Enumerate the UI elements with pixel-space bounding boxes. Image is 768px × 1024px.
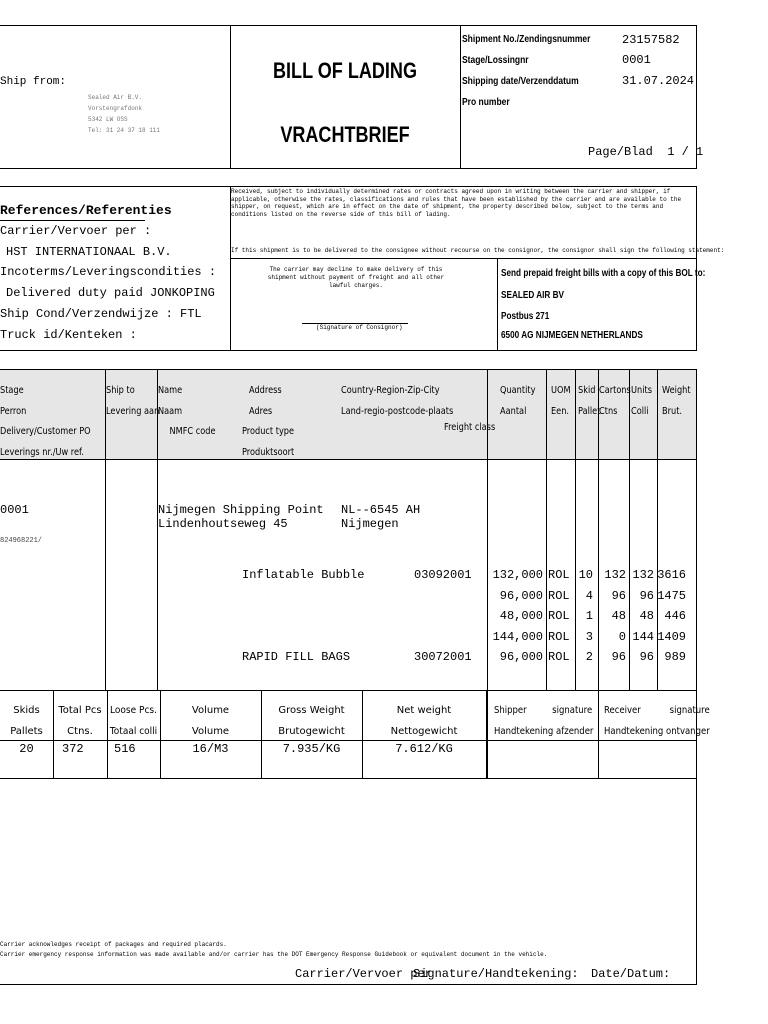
delivery-po: 824968221/ (0, 537, 43, 545)
delivery-city: Nijmegen (341, 517, 399, 531)
col-uom-header: UOM Een. (551, 385, 571, 417)
footer-date: Date/Datum: (591, 967, 671, 981)
col-skid-header: Skid Pallet (578, 385, 601, 417)
stage-label: Stage/Lossingnr (462, 55, 529, 66)
footer-signature: Signature/Handtekening: (413, 967, 579, 981)
item-code: 03092001 (414, 568, 472, 582)
totals-pcs-header: Total Pcs Ctns. (58, 705, 102, 737)
item-product: Inflatable Bubble (242, 568, 365, 582)
pro-number-label: Pro number (462, 97, 510, 108)
send-bills-line3: 6500 AG NIJMEGEN NETHERLANDS (501, 330, 643, 341)
item-weight: 989 (664, 650, 686, 664)
shipment-no-label: Shipment No./Zendingsnummer (462, 34, 591, 45)
consignee-statement: If this shipment is to be delivered to the consignee without recourse on the consignor, the consignor shall sign the following statement: (231, 247, 725, 254)
ship-from-address: Sealed Air B.V. Vorstengrafdonk 5342 LW OSS Tel: 31 24 37 18 111 (88, 94, 161, 134)
totals-gross-weight: 7.935/KG (282, 742, 341, 756)
item-quantity: 132,000 (492, 568, 543, 582)
shipper-signature-header: Shipper signature Handtekening afzender (494, 705, 594, 737)
item-skid: 4 (585, 588, 593, 603)
item-units: 96 (639, 588, 654, 603)
item-weight: 1475 (657, 588, 686, 603)
col-freight-class-header: Freight class (444, 422, 496, 433)
item-units: 48 (639, 609, 654, 623)
delivery-name: Nijmegen Shipping Point (158, 503, 324, 517)
item-cartons: 132 (604, 568, 626, 582)
incoterms-value: Delivered duty paid JONKOPING (6, 286, 215, 300)
decline-statement: The carrier may decline to make delivery of this shipment without payment of freight and all other lawful charges. (267, 266, 445, 289)
title-vrachtbrief: VRACHTBRIEF (280, 122, 410, 147)
item-quantity: 144,000 (492, 629, 543, 644)
item-units: 144 (632, 629, 654, 644)
totals-skids-header: Skids Pallets (10, 705, 43, 737)
ship-from-label: Ship from: (0, 76, 67, 88)
footer-carrier: Carrier/Vervoer per (295, 967, 432, 981)
col-stage-header: Stage Perron Delivery/Customer PO Leverings nr./Uw ref. (0, 385, 91, 458)
totals-loose-header: Loose Pcs. Totaal colli (109, 705, 158, 737)
item-quantity: 96,000 (499, 650, 543, 664)
title-bill-of-lading: BILL OF LADING (273, 58, 417, 83)
col-cartons-header: Cartons Ctns (599, 385, 631, 417)
carrier-value: HST INTERNATIONAAL B.V. (6, 245, 172, 259)
totals-skids: 20 (19, 742, 34, 756)
truck-id: Truck id/Kenteken : (0, 328, 137, 342)
item-uom: ROL (548, 629, 570, 644)
item-uom: ROL (548, 568, 570, 582)
totals-net-weight: 7.612/KG (395, 742, 453, 756)
consignor-signature-label: (Signature of Consignor) (316, 324, 403, 331)
totals-volume-header: Volume Volume (191, 705, 230, 737)
totals-loose: 516 (114, 742, 136, 756)
delivery-stage: 0001 (0, 503, 29, 517)
send-bills-line2: Postbus 271 (501, 311, 550, 322)
col-units-header: Units Colli (631, 385, 652, 417)
ship-cond: Ship Cond/Verzendwijze : FTL (0, 307, 202, 321)
totals-gross-header: Gross Weight Brutogewicht (278, 705, 345, 737)
col-weight-header: Weight Brut. (662, 385, 691, 417)
totals-pcs: 372 (62, 742, 84, 756)
terms-paragraph: Received, subject to individually determined rates or contracts agreed upon in writing between the carrier and shipper, if applicable, otherwise the rates, classifications and rules that have been established by the carrier and are available to the shipper, on request, which are in effect on the date of shipment, the property described below, subject to the terms and conditions listed on the reverse side of this bill of lading. (231, 188, 682, 218)
footer-emergency: Carrier emergency response information was made available and/or carrier has the DOT Emergency Response Guidebook or equivalent document in the vehicle. (0, 951, 548, 958)
item-uom: ROL (548, 650, 570, 664)
item-uom: ROL (548, 588, 570, 603)
item-weight: 3616 (657, 568, 686, 582)
item-uom: ROL (548, 609, 570, 623)
item-skid: 1 (585, 609, 593, 623)
item-skid: 10 (578, 568, 593, 582)
incoterms-label: Incoterms/Leveringscondities : (0, 265, 217, 279)
col-country-header: Country-Region-Zip-City Land-regio-postcode-plaats (341, 385, 454, 417)
delivery-street: Lindenhoutseweg 45 (158, 517, 288, 531)
receiver-signature-header: Receiver signature Handtekening ontvanger (604, 705, 710, 737)
delivery-zip: NL--6545 AH (341, 503, 421, 517)
shipping-date-value: 31.07.2024 (622, 74, 695, 88)
item-skid: 3 (585, 629, 593, 644)
col-name-header: Name Naam NMFC code (158, 385, 216, 437)
references-heading: References/Referenties (0, 203, 172, 218)
totals-volume: 16/M3 (192, 742, 229, 756)
item-code: 30072001 (414, 650, 472, 664)
col-ship-to-header: Ship to Levering aan (106, 385, 160, 417)
item-product: RAPID FILL BAGS (242, 650, 351, 664)
shipment-no-value: 23157582 (622, 33, 680, 47)
item-units: 96 (639, 650, 654, 664)
page-indicator: Page/Blad 1 / 1 (588, 145, 704, 159)
footer-acknowledge: Carrier acknowledges receipt of packages and required placards. (0, 941, 227, 948)
item-cartons: 0 (618, 629, 626, 644)
item-skid: 2 (585, 650, 593, 664)
item-cartons: 48 (611, 609, 626, 623)
send-bills-heading: Send prepaid freight bills with a copy of this BOL to: (501, 268, 706, 279)
carrier-label: Carrier/Vervoer per : (0, 224, 152, 238)
send-bills-line1: SEALED AIR BV (501, 290, 565, 301)
col-product-type-header: Product type Produktsoort (242, 426, 295, 458)
item-cartons: 96 (611, 650, 626, 664)
col-address-header: Address Adres (249, 385, 282, 417)
totals-net-header: Net weight Nettogewicht (390, 705, 458, 737)
item-cartons: 96 (611, 588, 626, 603)
item-quantity: 96,000 (499, 588, 543, 603)
item-weight: 1409 (657, 629, 686, 644)
item-quantity: 48,000 (499, 609, 543, 623)
stage-value: 0001 (622, 53, 651, 67)
item-units: 132 (632, 568, 654, 582)
item-weight: 446 (664, 609, 686, 623)
shipping-date-label: Shipping date/Verzenddatum (462, 76, 579, 87)
col-quantity-header: Quantity Aantal (500, 385, 536, 417)
